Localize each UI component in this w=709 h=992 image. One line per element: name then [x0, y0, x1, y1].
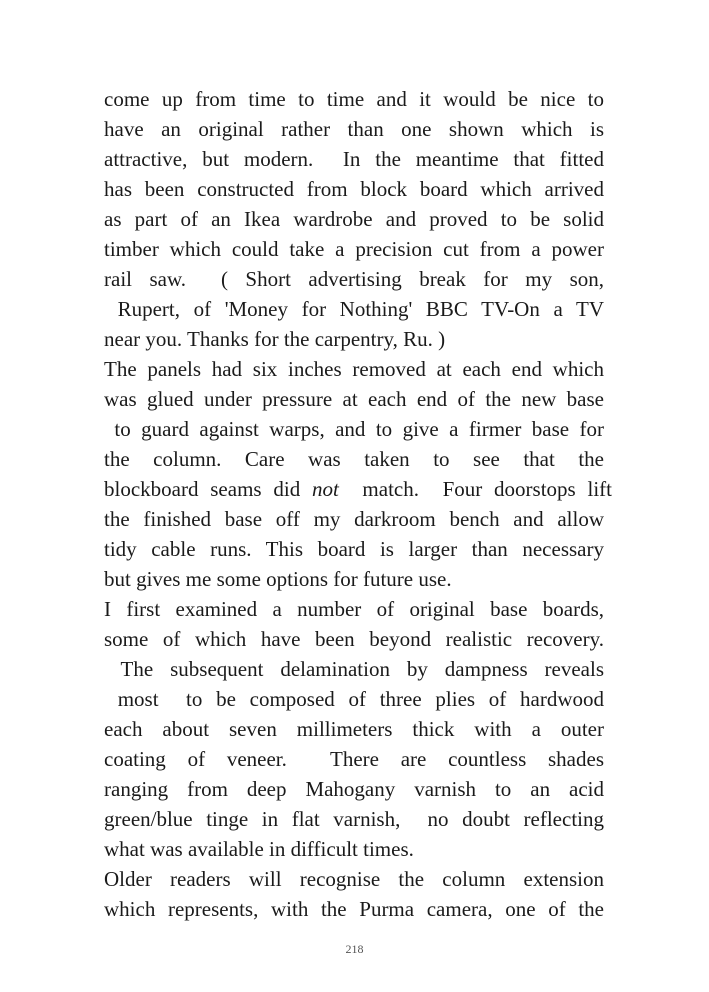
text-line: Rupert, of 'Money for Nothing' BBC TV-On a TV	[104, 297, 604, 321]
text-line: tidy cable runs. This board is larger than necessary	[104, 537, 604, 561]
text-line: timber which could take a precision cut from a power	[104, 237, 604, 261]
text-line: have an original rather than one shown which is	[104, 117, 604, 141]
text-line: which represents, with the Purma camera, one of the	[104, 897, 604, 921]
text-line: rail saw. ( Short advertising break for my son,	[104, 267, 604, 291]
body-text	[104, 84, 612, 924]
text-line: what was available in difficult times.	[104, 837, 414, 861]
text-line: near you. Thanks for the carpentry, Ru. )	[104, 327, 446, 351]
text-span: match. Four doorstops lift	[338, 477, 612, 501]
emphasized-word: not	[312, 477, 339, 501]
page-number: 218	[345, 942, 364, 956]
text-line: coating of veneer. There are countless shades	[104, 747, 604, 771]
text-line: was glued under pressure at each end of the new base	[104, 387, 604, 411]
text-line: each about seven millimeters thick with a outer	[104, 717, 604, 741]
text-line: ranging from deep Mahogany varnish to an acid	[104, 777, 604, 801]
text-span: blockboard seams did	[104, 477, 312, 501]
text-line: the column. Care was taken to see that the	[104, 447, 604, 471]
text-line: as part of an Ikea wardrobe and proved to be solid	[104, 207, 604, 231]
text-line: Older readers will recognise the column extension	[104, 867, 604, 891]
text-line: most to be composed of three plies of hardwood	[104, 687, 604, 711]
text-line: The subsequent delamination by dampness reveals	[104, 657, 604, 681]
text-line: but gives me some options for future use.	[104, 567, 452, 591]
text-line-with-emphasis	[104, 474, 612, 504]
text-line: The panels had six inches removed at each end which	[104, 357, 604, 381]
text-line: some of which have been beyond realistic recovery.	[104, 627, 604, 651]
text-line: green/blue tinge in flat varnish, no doubt reflecting	[104, 807, 604, 831]
text-line: has been constructed from block board which arrived	[104, 177, 604, 201]
text-line: the finished base off my darkroom bench and allow	[104, 507, 604, 531]
text-line: to guard against warps, and to give a firmer base for	[104, 417, 604, 441]
text-line: I first examined a number of original base boards,	[104, 597, 604, 621]
text-line: come up from time to time and it would be nice to	[104, 87, 604, 111]
text-line: attractive, but modern. In the meantime that fitted	[104, 147, 604, 171]
